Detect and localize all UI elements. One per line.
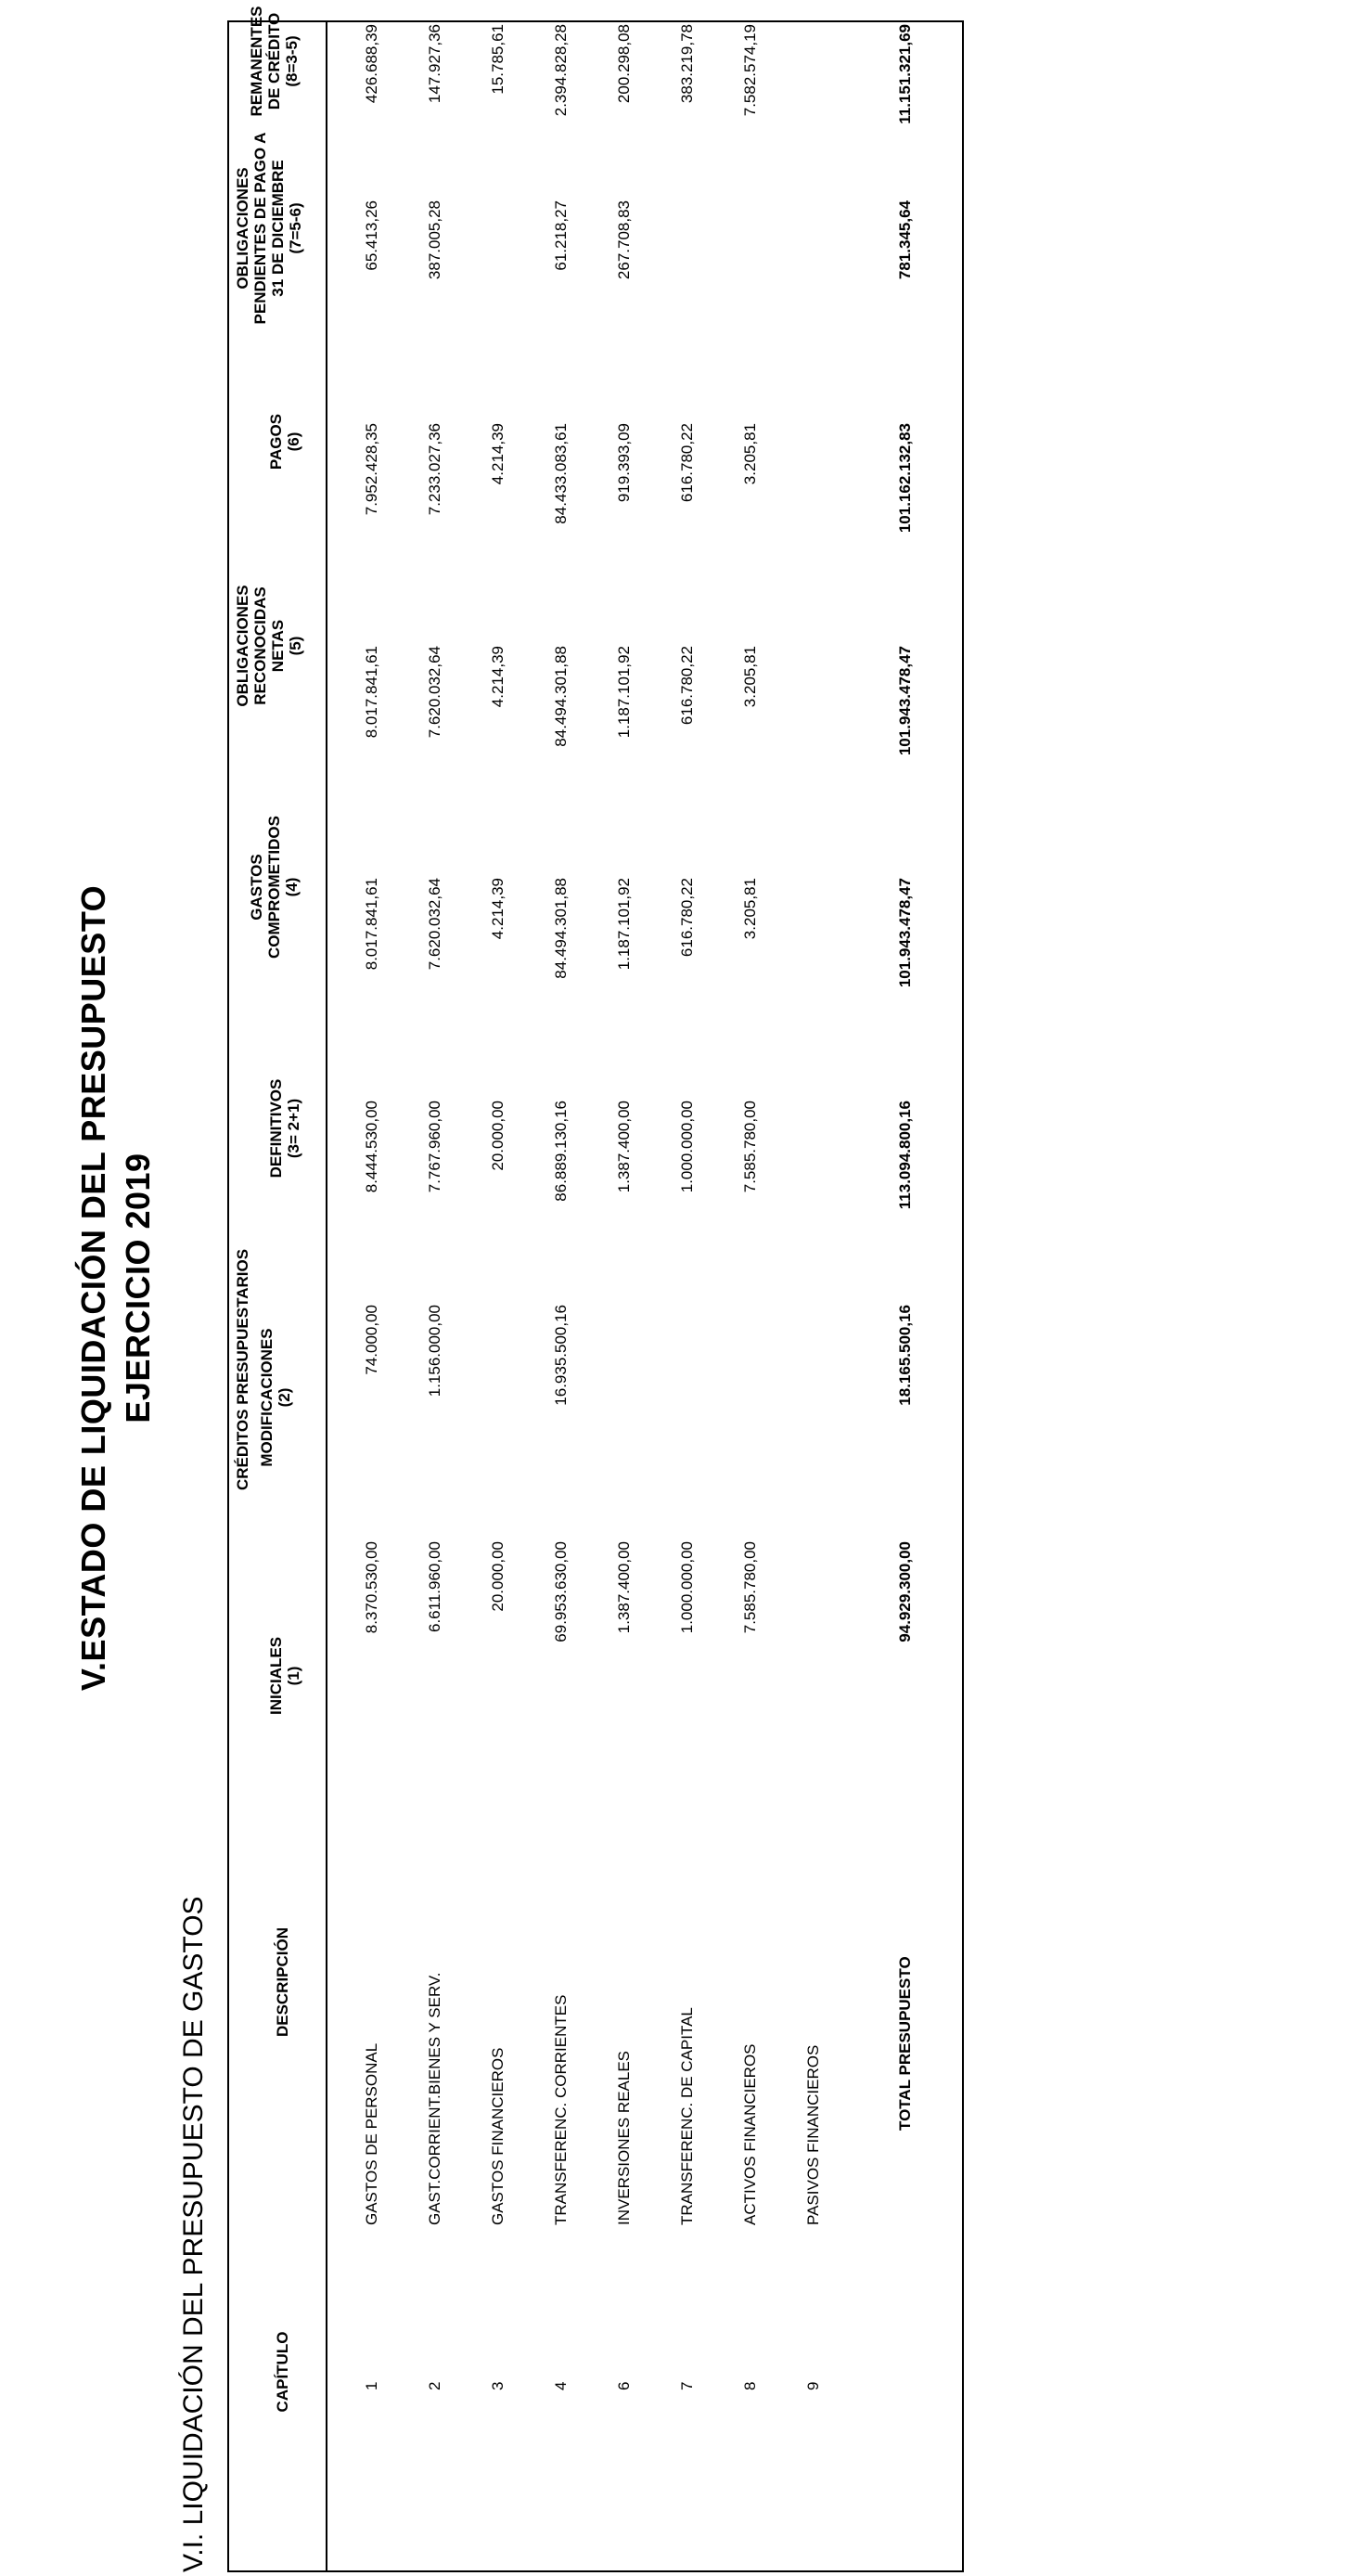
budget-table-frame: [227, 20, 964, 2572]
header-descripcion: DESCRIPCIÓN: [274, 1926, 291, 2038]
row-descripcion: GASTOS FINANCIEROS: [489, 2047, 507, 2225]
row-modificaciones: 1.156.000,00: [426, 1305, 443, 1397]
row-definitivos: 8.444.530,00: [363, 1101, 380, 1193]
row-capitulo: 2: [426, 2381, 443, 2390]
header-definitivos: DEFINITIVOS (3= 2+1): [267, 1078, 302, 1179]
row-obligaciones: 8.017.841,61: [363, 646, 380, 739]
header-remanentes: REMANENTES DE CRÉDITO (8=3-5): [248, 6, 301, 117]
header-gastos-comprometidos: GASTOS COMPROMETIDOS (4): [248, 816, 301, 959]
row-iniciales: 1.000.000,00: [678, 1541, 696, 1634]
row-definitivos: 7.585.780,00: [741, 1101, 759, 1193]
row-comprometidos: 8.017.841,61: [363, 878, 380, 971]
row-iniciales: 7.585.780,00: [741, 1541, 759, 1634]
total-iniciales: 94.929.300,00: [896, 1541, 914, 1642]
row-comprometidos: 7.620.032,64: [426, 878, 443, 971]
row-remanentes: 7.582.574,19: [741, 24, 759, 117]
total-comprometidos: 101.943.478,47: [896, 878, 914, 988]
row-pagos: 616.780,22: [678, 423, 696, 503]
row-comprometidos: 3.205,81: [741, 878, 759, 940]
row-comprometidos: 4.214,39: [489, 878, 507, 940]
section-title: V.I. LIQUIDACIÓN DEL PRESUPUESTO DE GASTOS: [178, 1896, 209, 2572]
row-iniciales: 6.611.960,00: [426, 1541, 443, 1632]
row-pagos: 84.433.083,61: [552, 423, 570, 524]
row-capitulo: 4: [552, 2381, 570, 2390]
row-descripcion: GASTOS DE PERSONAL: [363, 2042, 380, 2225]
row-descripcion: GAST.CORRIENT.BIENES Y SERV.: [426, 1972, 443, 2225]
row-pendientes: 267.708,83: [615, 200, 633, 280]
header-iniciales: INICIALES (1): [267, 1636, 302, 1716]
header-pagos: PAGOS (6): [267, 413, 302, 470]
row-descripcion: TRANSFERENC. DE CAPITAL: [678, 2007, 696, 2225]
row-capitulo: 1: [363, 2381, 380, 2390]
row-definitivos: 1.000.000,00: [678, 1101, 696, 1193]
page-subtitle: EJERCICIO 2019: [119, 1153, 157, 1423]
row-modificaciones: 16.935.500,16: [552, 1305, 570, 1406]
row-descripcion: ACTIVOS FINANCIEROS: [741, 2043, 759, 2225]
header-capitulo: CAPÍTULO: [274, 2331, 291, 2413]
row-capitulo: 6: [615, 2381, 633, 2390]
row-iniciales: 69.953.630,00: [552, 1541, 570, 1642]
row-obligaciones: 616.780,22: [678, 646, 696, 726]
row-pagos: 919.393,09: [615, 423, 633, 503]
row-capitulo: 3: [489, 2381, 507, 2390]
row-descripcion: PASIVOS FINANCIEROS: [804, 2044, 822, 2225]
row-iniciales: 20.000,00: [489, 1541, 507, 1612]
row-capitulo: 9: [804, 2381, 822, 2390]
page-title: V.ESTADO DE LIQUIDACIÓN DEL PRESUPUESTO: [74, 884, 112, 1692]
row-descripcion: TRANSFERENC. CORRIENTES: [552, 1994, 570, 2225]
row-obligaciones: 4.214,39: [489, 646, 507, 708]
row-iniciales: 1.387.400,00: [615, 1541, 633, 1634]
row-pagos: 3.205,81: [741, 423, 759, 485]
header-divider: [326, 20, 327, 2572]
row-capitulo: 8: [741, 2381, 759, 2390]
row-remanentes: 147.927,36: [426, 24, 443, 104]
row-obligaciones: 3.205,81: [741, 646, 759, 708]
row-pagos: 4.214,39: [489, 423, 507, 485]
row-iniciales: 8.370.530,00: [363, 1541, 380, 1634]
row-definitivos: 20.000,00: [489, 1101, 507, 1171]
total-pendientes: 781.345,64: [896, 200, 914, 280]
header-modificaciones: MODIFICACIONES (2): [258, 1328, 293, 1467]
row-pendientes: 61.218,27: [552, 200, 570, 271]
total-remanentes: 11.151.321,69: [896, 24, 914, 124]
total-modificaciones: 18.165.500,16: [896, 1305, 914, 1406]
row-comprometidos: 616.780,22: [678, 878, 696, 958]
row-obligaciones: 7.620.032,64: [426, 646, 443, 739]
row-remanentes: 200.298,08: [615, 24, 633, 104]
row-definitivos: 1.387.400,00: [615, 1101, 633, 1193]
row-comprometidos: 1.187.101,92: [615, 878, 633, 971]
header-obligaciones-reconocidas-netas: OBLIGACIONES RECONOCIDAS NETAS (5): [234, 585, 304, 707]
row-remanentes: 383.219,78: [678, 24, 696, 104]
row-definitivos: 86.889.130,16: [552, 1101, 570, 1202]
row-pagos: 7.952.428,35: [363, 423, 380, 516]
row-remanentes: 2.394.828,28: [552, 24, 570, 117]
row-definitivos: 7.767.960,00: [426, 1101, 443, 1193]
header-obligaciones-pendientes: OBLIGACIONES PENDIENTES DE PAGO A 31 DE DICIEMBRE (7=5-6): [234, 132, 304, 325]
row-modificaciones: 74.000,00: [363, 1305, 380, 1375]
total-label: TOTAL PRESUPUESTO: [896, 1956, 914, 2131]
row-remanentes: 15.785,61: [489, 24, 507, 95]
row-obligaciones: 1.187.101,92: [615, 646, 633, 739]
row-descripcion: INVERSIONES REALES: [615, 2050, 633, 2225]
total-obligaciones: 101.943.478,47: [896, 646, 914, 756]
row-obligaciones: 84.494.301,88: [552, 646, 570, 747]
row-pendientes: 387.005,28: [426, 200, 443, 280]
row-comprometidos: 84.494.301,88: [552, 878, 570, 979]
total-definitivos: 113.094.800,16: [896, 1101, 914, 1210]
row-capitulo: 7: [678, 2381, 696, 2390]
header-creditos-presupuestarios: CRÉDITOS PRESUPUESTARIOS: [234, 1248, 251, 1491]
total-pagos: 101.162.132,83: [896, 423, 914, 534]
row-pendientes: 65.413,26: [363, 200, 380, 271]
row-pagos: 7.233.027,36: [426, 423, 443, 516]
row-remanentes: 426.688,39: [363, 24, 380, 104]
